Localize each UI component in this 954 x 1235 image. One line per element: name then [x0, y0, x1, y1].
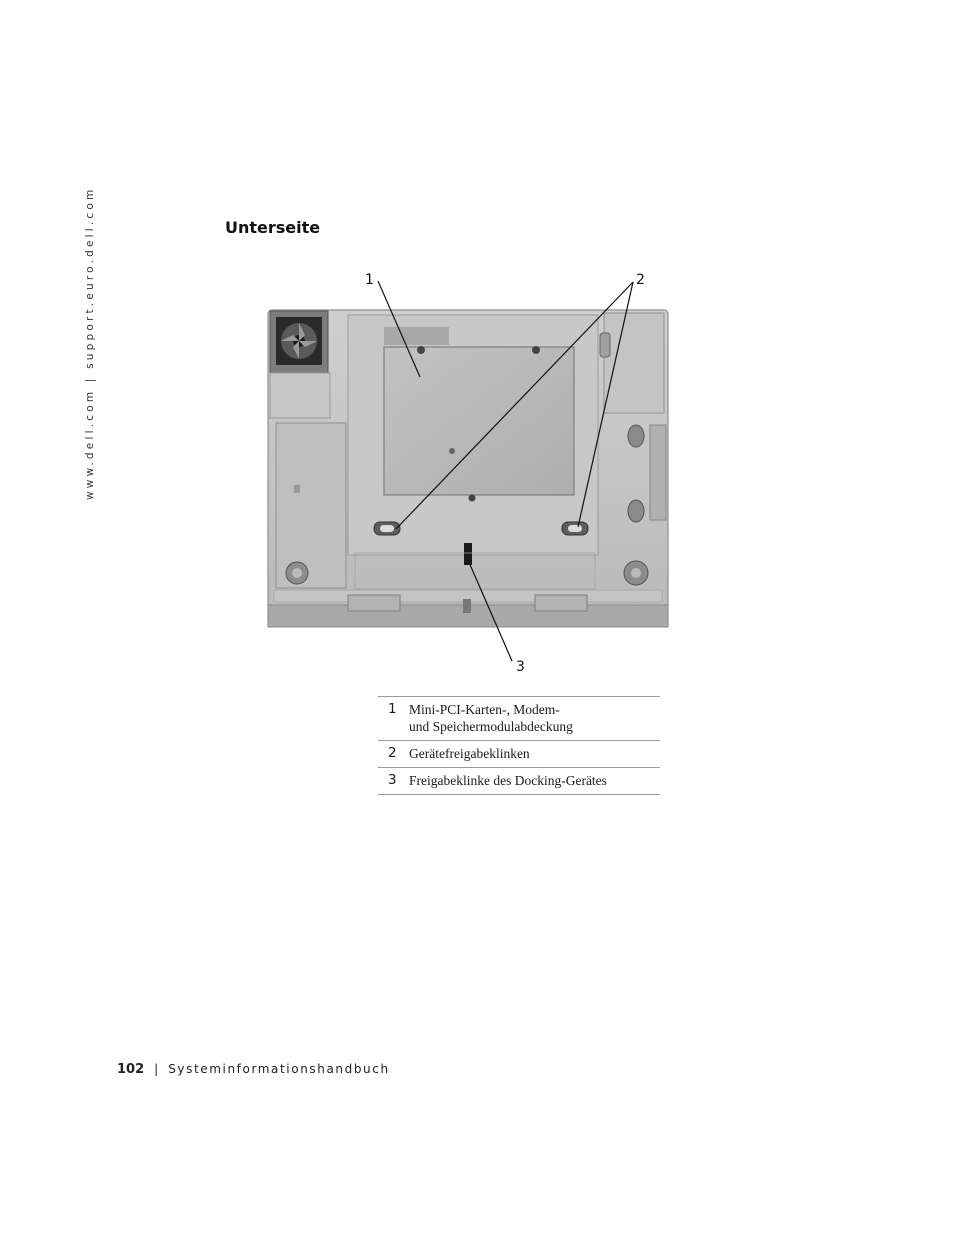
section-heading: Unterseite [225, 218, 321, 237]
side-url: www.dell.com | support.euro.dell.com [84, 186, 96, 500]
legend-row [378, 768, 660, 795]
legend-line: Gerätefreigabeklinken [409, 746, 530, 761]
legend-line: und Speichermodulabdeckung [409, 719, 573, 734]
legend-line: Mini-PCI-Karten-, Modem- [409, 702, 560, 717]
legend-description [409, 768, 660, 795]
legend-line: Freigabeklinke des Docking-Gerätes [409, 773, 607, 788]
legend-number: 2 [378, 741, 409, 768]
page-number: 102 [117, 1062, 145, 1077]
fan-vent [270, 311, 330, 418]
book-title: Systeminformationshandbuch [168, 1062, 390, 1076]
legend-number: 3 [378, 768, 409, 795]
docking-release-latch [464, 543, 472, 565]
callout-3: 3 [516, 659, 525, 675]
legend-number: 1 [378, 697, 409, 741]
legend-description [409, 697, 660, 741]
page-footer [117, 1062, 390, 1077]
laptop-underside-figure [260, 265, 680, 680]
legend-row [378, 697, 660, 741]
laptop-underside-illustration [260, 265, 680, 680]
footer-separator: | [154, 1062, 159, 1076]
callout-2: 2 [636, 272, 645, 288]
legend-table [378, 696, 660, 795]
left-panel [276, 423, 346, 588]
legend-row [378, 741, 660, 768]
legend-description [409, 741, 660, 768]
memory-cover [348, 315, 598, 555]
callout-1: 1 [365, 272, 374, 288]
